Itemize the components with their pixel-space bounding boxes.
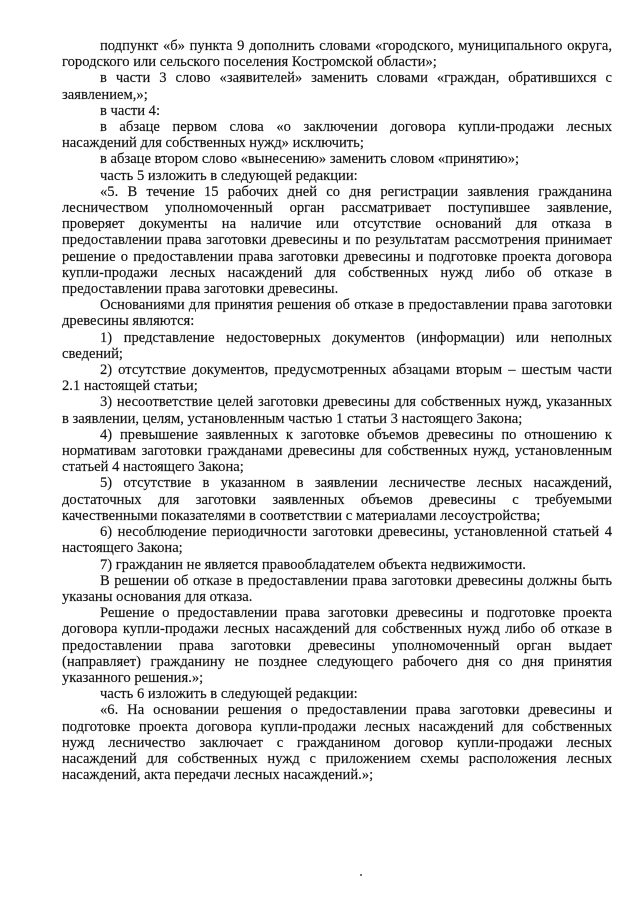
paragraph-17: Решение о предоставлении права заготовки древесины и подготовке проекта договора купли-продажи лесных насаждений для собственных нужд либо об отказе в предоставлении права заготовки древесины уполномоченный орган выдает (направляет) гражданину не позднее следующего рабочего дня со дня принятия указанного решения.»; <box>62 605 612 686</box>
paragraph-16: В решении об отказе в предоставлении права заготовки древесины должны быть указаны основания для отказа. <box>62 572 612 605</box>
paragraph-4: в абзаце первом слова «о заключении договора купли-продажи лесных насаждений для собственных нужд» исключить; <box>62 119 612 152</box>
paragraph-18: часть 6 изложить в следующей редакции: <box>100 686 358 703</box>
paragraph-10: 2) отсутствие документов, предусмотренных абзацами вторым – шестым части 2.1 настоящей статьи; <box>62 362 612 395</box>
paragraph-5: в абзаце втором слово «вынесению» заменить словом «принятию»; <box>100 151 520 168</box>
paragraph-9: 1) представление недостоверных документов (информации) или неполных сведений; <box>62 329 612 362</box>
paragraph-7: «5. В течение 15 рабочих дней со дня регистрации заявления гражданина лесничеством уполномоченный орган рассматривает поступившее заявление, проверяет документы на наличие или отсутствие оснований для отказа в предоставлении права заготовки древесины и по результатам рассмотрения принимает решение о предоставлении права заготовки древесины и подготовке проекта договора купли-продажи лесных насаждений для собственных нужд либо об отказе в предоставлении права заготовки древесины. <box>62 183 612 298</box>
paragraph-12: 4) превышение заявленных к заготовке объемов древесины по отношению к нормативам заготовки гражданами древесины для собственных нужд, установленным статьей 4 настоящего Закона; <box>62 426 612 476</box>
paragraph-6: часть 5 изложить в следующей редакции: <box>100 167 358 184</box>
paragraph-1: подпункт «б» пункта 9 дополнить словами «городского, муниципального округа, городского или сельского поселения Костромской области»; <box>62 38 612 71</box>
paragraph-14: 6) несоблюдение периодичности заготовки древесины, установленной статьей 4 настоящего Закона; <box>62 524 612 557</box>
scan-speck <box>360 874 362 876</box>
document-page <box>62 38 612 783</box>
paragraph-11: 3) несоответствие целей заготовки древесины для собственных нужд, указанных в заявлении, целям, установленным частью 1 статьи 3 настоящего Закона; <box>62 394 612 427</box>
paragraph-19: «6. На основании решения о предоставлении права заготовки древесины и подготовке проекта договора купли-продажи лесных насаждений для собственных нужд лесничество заключает с гражданином договор купли-продажи лесных насаждений для собственных нужд с приложением схемы расположения лесных насаждений, акта передачи лесных насаждений.»; <box>62 702 612 784</box>
paragraph-15: 7) гражданин не является правообладателем объекта недвижимости. <box>100 556 526 573</box>
paragraph-3: в части 4: <box>100 102 161 119</box>
paragraph-13: 5) отсутствие в указанном в заявлении лесничестве лесных насаждений, достаточных для заготовки заявленных объемов древесины с требуемыми качественными показателями в соответствии с материалами лесоустройства; <box>62 475 612 524</box>
paragraph-8: Основаниями для принятия решения об отказе в предоставлении права заготовки древесины являются: <box>62 297 612 330</box>
paragraph-2: в части 3 слово «заявителей» заменить словами «граждан, обратившихся с заявлением,»; <box>62 70 612 103</box>
